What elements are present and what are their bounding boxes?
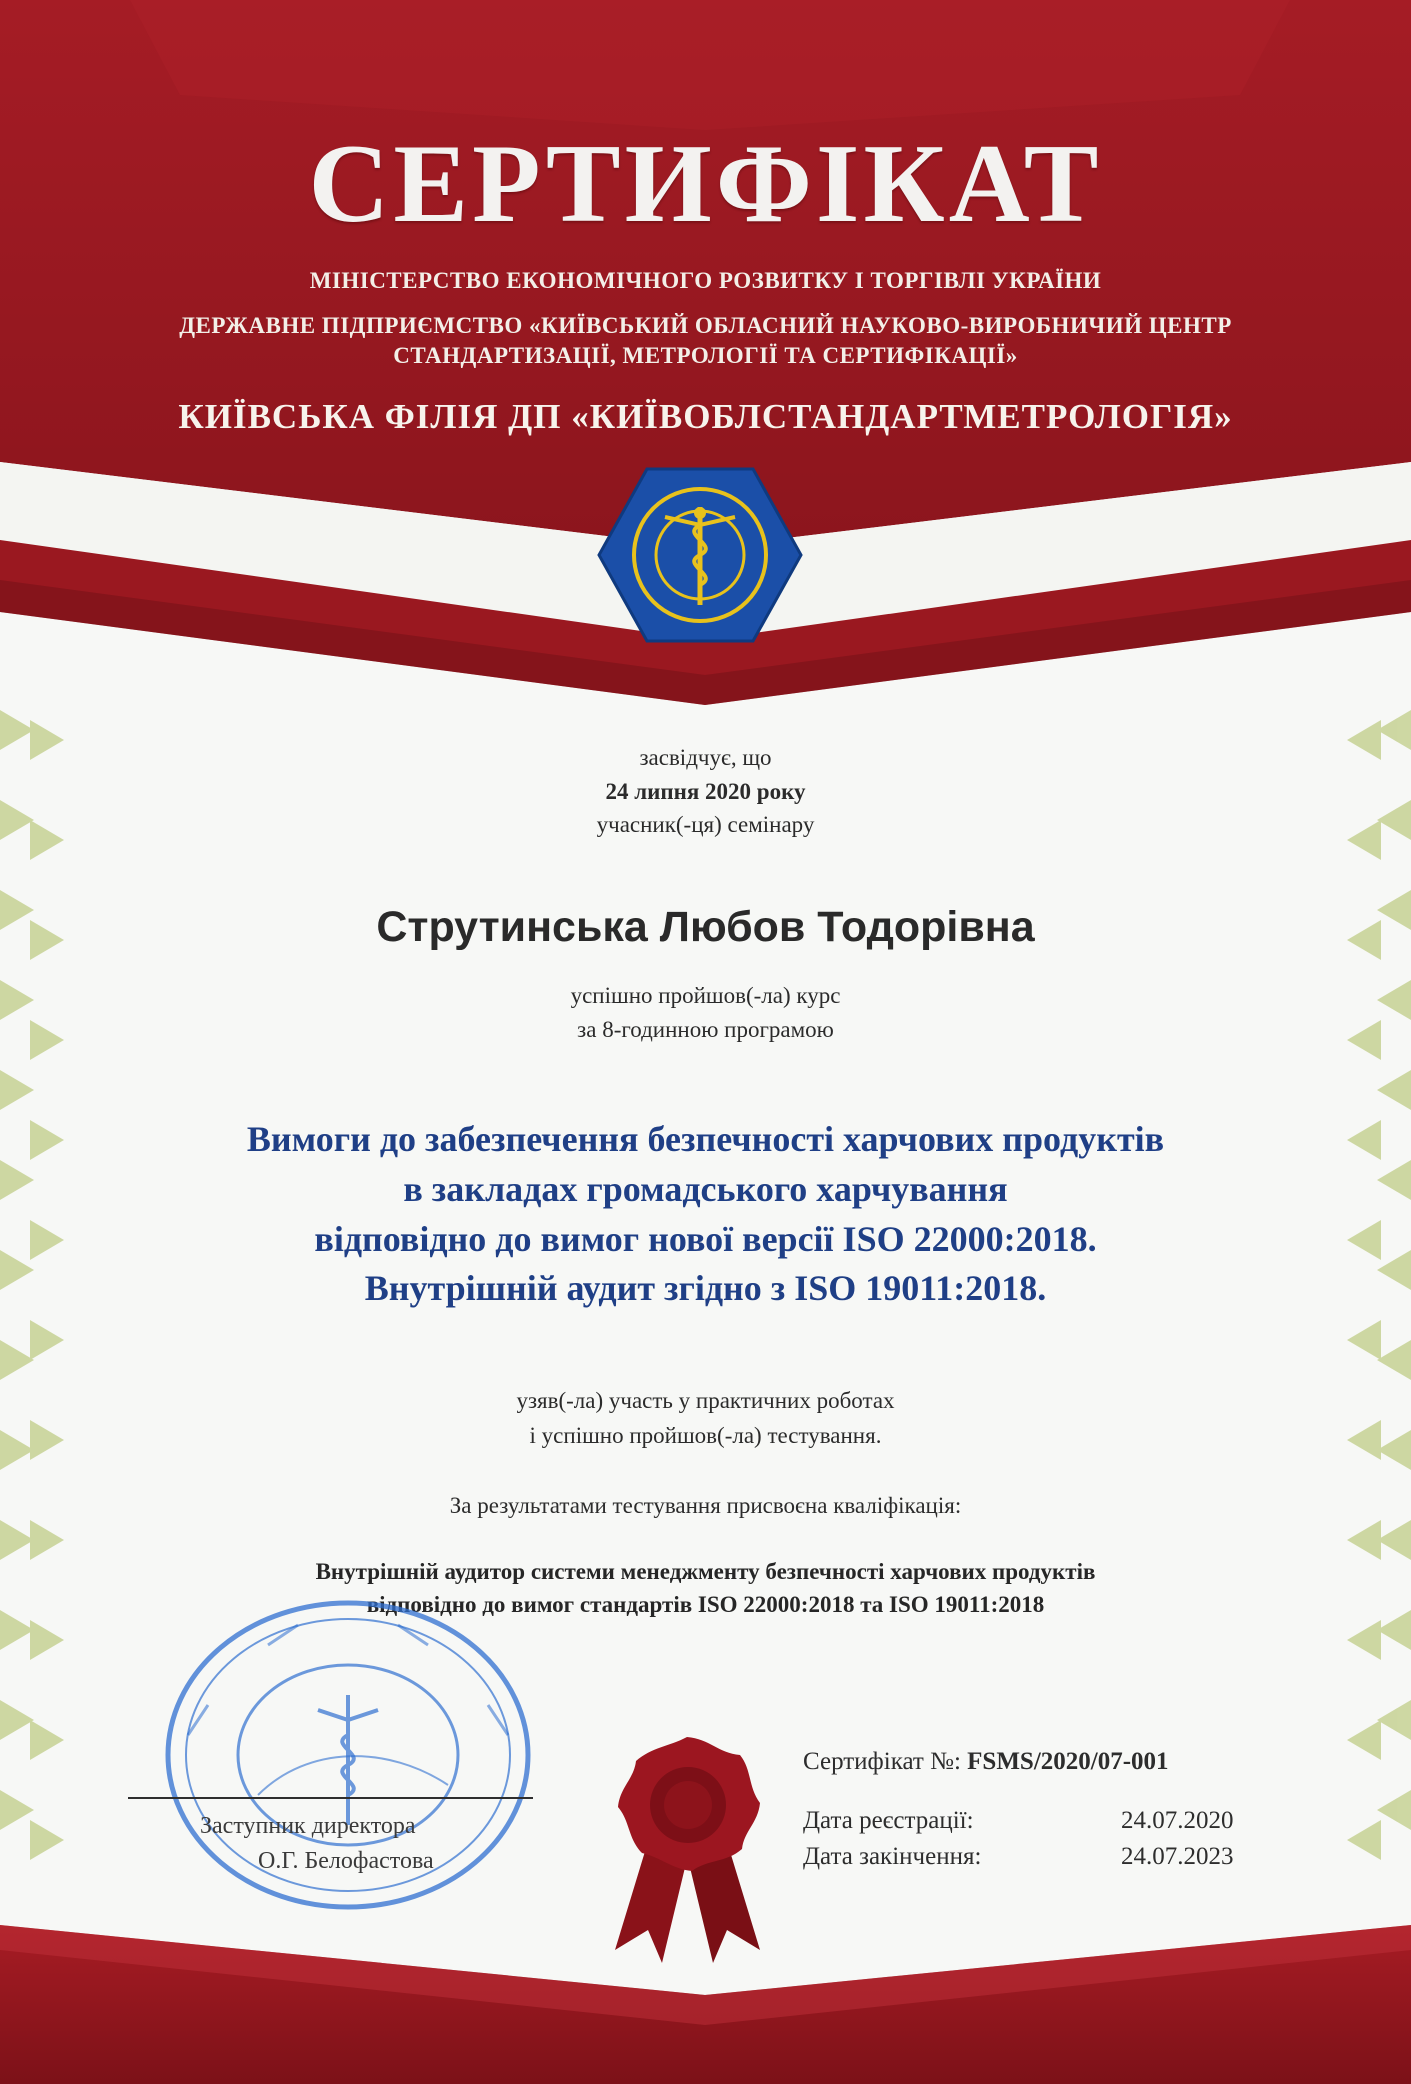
registration-date-label: Дата реєстрації: xyxy=(803,1807,974,1834)
signatory-name: О.Г. Белофастова xyxy=(258,1848,434,1874)
course-title-line-1: Вимоги до забезпечення безпечності харчових продуктів xyxy=(246,1119,1165,1159)
participant-name: Струтинська Любов Тодорівна xyxy=(376,903,1035,951)
expiry-date-label: Дата закінчення: xyxy=(803,1843,982,1870)
enterprise-line-1: ДЕРЖАВНЕ ПІДПРИЄМСТВО «КИЇВСЬКИЙ ОБЛАСНИЙ НАУКОВО-ВИРОБНИЧИЙ ЦЕНТР xyxy=(179,313,1232,338)
seminar-date: 24 липня 2020 року xyxy=(605,779,806,804)
qualification-line-1: Внутрішній аудитор системи менеджменту безпечності харчових продуктів xyxy=(315,1559,1096,1584)
passed-course-text: успішно пройшов(-ла) курс xyxy=(570,983,841,1008)
organization-logo xyxy=(595,465,805,645)
ministry-line: МІНІСТЕРСТВО ЕКОНОМІЧНОГО РОЗВИТКУ І ТОРГІВЛІ УКРАЇНИ xyxy=(309,268,1102,293)
signature-line xyxy=(128,1797,533,1799)
program-text: за 8-годинною програмою xyxy=(577,1017,834,1042)
certificate-number-row xyxy=(803,1748,1169,1776)
wax-seal-icon xyxy=(600,1725,775,1965)
certificate-title: СЕРТИФІКАТ xyxy=(308,122,1103,246)
certificate-number: FSMS/2020/07-001 xyxy=(967,1748,1169,1775)
practical-line-2: і успішно пройшов(-ла) тестування. xyxy=(529,1423,882,1448)
expiry-date: 24.07.2023 xyxy=(1121,1843,1234,1870)
registration-date: 24.07.2020 xyxy=(1121,1807,1234,1834)
practical-line-1: узяв(-ла) участь у практичних роботах xyxy=(516,1388,895,1413)
certificate-number-label: Сертифікат №: xyxy=(803,1748,961,1775)
signatory-title: Заступник директора xyxy=(200,1813,416,1839)
participant-label: учасник(-ця) семінару xyxy=(596,812,815,837)
course-title-line-3: відповідно до вимог нової версії ISO 22000:2018. xyxy=(314,1219,1097,1259)
course-title-line-4: Внутрішній аудит згідно з ISO 19011:2018. xyxy=(364,1268,1047,1308)
qualification-line-2: відповідно до вимог стандартів ISO 22000:2018 та ISO 19011:2018 xyxy=(366,1592,1045,1617)
result-label: За результатами тестування присвоєна кваліфікація: xyxy=(449,1493,962,1518)
enterprise-line-2: СТАНДАРТИЗАЦІЇ, МЕТРОЛОГІЇ ТА СЕРТИФІКАЦІЇ» xyxy=(393,343,1018,368)
certifies-text: засвідчує, що xyxy=(639,745,772,770)
branch-name: КИЇВСЬКА ФІЛІЯ ДП «КИЇВОБЛСТАНДАРТМЕТРОЛОГІЯ» xyxy=(178,397,1233,436)
course-title-line-2: в закладах громадського харчування xyxy=(403,1169,1008,1209)
